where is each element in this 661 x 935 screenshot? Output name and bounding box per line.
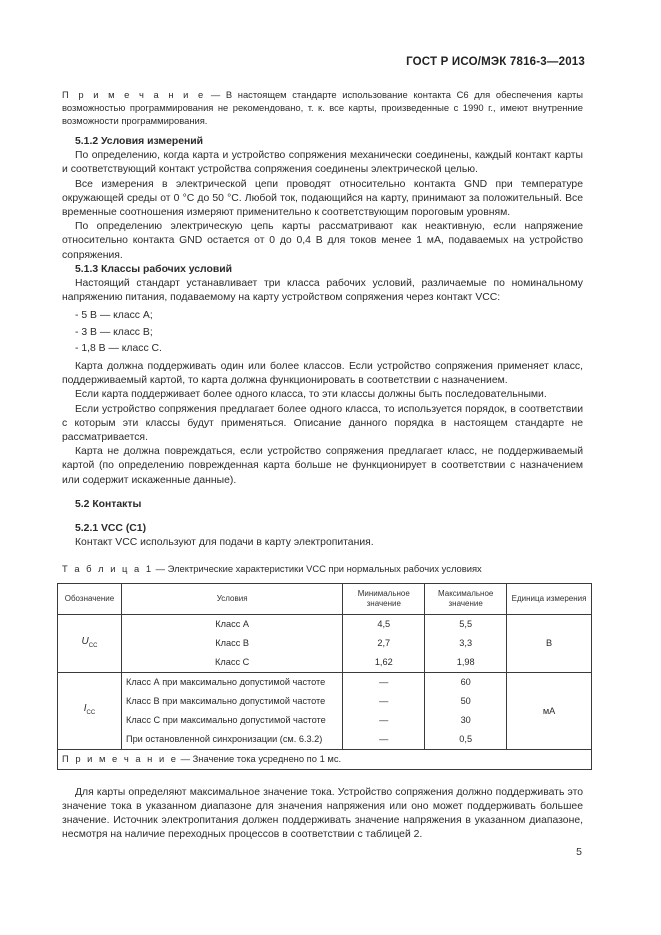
table-note-label: П р и м е ч а н и е bbox=[62, 753, 179, 765]
heading-5-2-1: 5.2.1 VCC (C1) bbox=[75, 523, 147, 535]
vcc-characteristics-table bbox=[57, 583, 592, 770]
cell-max: 3,3 bbox=[425, 634, 507, 653]
cell-condition: Класс В при максимально допустимой частоте bbox=[121, 692, 342, 711]
class-list bbox=[75, 309, 583, 356]
cell-max: 50 bbox=[425, 692, 507, 711]
heading-5-1-3: 5.1.3 Классы рабочих условий bbox=[75, 263, 233, 275]
cell-condition: Класс С bbox=[121, 653, 342, 673]
cell-condition: Класс С при максимально допустимой частоте bbox=[121, 711, 342, 730]
para-5-1-3-a: Настоящий стандарт устанавливает три класса рабочих условий, различаемые по номинальному напряжению питания, подаваемому на карту устройством сопряжения через контакт VCC: bbox=[62, 278, 583, 304]
unit-ucc: В bbox=[507, 614, 592, 672]
unit-icc: мА bbox=[507, 672, 592, 749]
heading-5-1-2: 5.1.2 Условия измерений bbox=[75, 136, 204, 147]
cell-max: 5,5 bbox=[425, 614, 507, 634]
table-note-row bbox=[58, 749, 592, 769]
para-5-1-3-c: Если карта поддерживает более одного класса, то эти классы должны быть последовательными. bbox=[75, 389, 547, 401]
table-caption-label: Т а б л и ц а 1 bbox=[62, 563, 154, 575]
header-conditions: Условия bbox=[121, 583, 342, 614]
cell-max: 60 bbox=[425, 672, 507, 692]
list-item: - 1,8 В — класс С. bbox=[75, 342, 162, 354]
cell-min: 2,7 bbox=[343, 634, 425, 653]
cell-max: 0,5 bbox=[425, 730, 507, 750]
para-final: Для карты определяют максимальное значение тока. Устройство сопряжения должно поддерживать это значение тока в указанном диапазоне для значения напряжения или оно может поддерживать большее значение. Источник электропитания должен поддерживать значение напряжения в указанном диапазоне, несмотря на наличие переходных процессов в соответствии с таблицей 2. bbox=[62, 786, 583, 841]
cell-condition: Класс А при максимально допустимой частоте bbox=[121, 672, 342, 692]
para-5-2-1: Контакт VCC используют для подачи в карту электропитания. bbox=[75, 537, 374, 549]
cell-max: 1,98 bbox=[425, 653, 507, 673]
symbol-ucc: $U_{CC}$ bbox=[58, 614, 122, 672]
note-text: — В настоящем стандарте использование контакта С6 для обеспечения карты возможностью программирования не рекомендовано, т. к. все карты, произведенные с 1990 г., имеют внутренние возможности программирования. bbox=[62, 89, 583, 126]
para-5-1-2-a: По определению, когда карта и устройство сопряжения механически соединены, каждый контакт карты и соответствующий контакт устройства сопряжения соединены электрической целью. bbox=[62, 150, 583, 176]
list-item: - 3 В — класс В; bbox=[75, 326, 153, 338]
cell-min: — bbox=[343, 730, 425, 750]
standard-header: ГОСТ Р ИСО/МЭК 7816-3—2013 bbox=[406, 56, 585, 68]
header-min: Минимальное значение bbox=[343, 583, 425, 614]
table-header-row bbox=[58, 583, 592, 614]
cell-min: 1,62 bbox=[343, 653, 425, 673]
table-note bbox=[58, 749, 592, 769]
symbol-icc: $I_{CC}$ bbox=[58, 672, 122, 749]
cell-min: 4,5 bbox=[343, 614, 425, 634]
cell-condition: Класс А bbox=[121, 614, 342, 634]
table-row bbox=[58, 614, 592, 634]
header-symbol: Обозначение bbox=[58, 583, 122, 614]
note-label: П р и м е ч а н и е bbox=[62, 89, 206, 100]
cell-max: 30 bbox=[425, 711, 507, 730]
page-number: 5 bbox=[576, 846, 582, 858]
heading-5-2: 5.2 Контакты bbox=[75, 498, 142, 510]
table-caption-text: — Электрические характеристики VCC при нормальных рабочих условиях bbox=[153, 563, 482, 575]
note-programming bbox=[62, 88, 583, 127]
table-note-text: — Значение тока усреднено по 1 мс. bbox=[178, 753, 342, 765]
cell-min: — bbox=[343, 692, 425, 711]
cell-min: — bbox=[343, 711, 425, 730]
cell-condition: Класс В bbox=[121, 634, 342, 653]
para-5-1-2-c: По определению электрическую цепь карты рассматривают как неактивную, если напряжение относительно контакта GND остается от 0 до 0,4 В для токов менее 1 мА, подаваемых на устройство сопряжения. bbox=[62, 221, 583, 261]
cell-condition: При остановленной синхронизации (см. 6.3.2) bbox=[121, 730, 342, 750]
table-row bbox=[58, 672, 592, 692]
para-5-1-3-e: Карта не должна повреждаться, если устройство сопряжения предлагает класс, не поддерживаемый картой (по определению поврежденная карта больше не функционирует в соответствии с назначением или содержит искаженные данные). bbox=[62, 446, 583, 486]
cell-min: — bbox=[343, 672, 425, 692]
para-5-1-3-b: Карта должна поддерживать один или более классов. Если устройство сопряжения применяет класс, поддерживаемый картой, то карта должна функционировать в соответствии с назначением. bbox=[62, 361, 583, 387]
table-caption bbox=[62, 562, 583, 576]
para-5-1-2-b: Все измерения в электрической цепи проводят относительно контакта GND при температуре окружающей среды от 0 °С до 50 °С. Любой ток, подающийся на карту, принимают за положительный. Все временные соотношения измеряют применительно к соответствующим пороговым уровням. bbox=[62, 178, 583, 219]
header-unit: Единица измерения bbox=[507, 583, 592, 614]
page-content bbox=[62, 88, 587, 843]
para-5-1-3-d: Если устройство сопряжения предлагает более одного класса, то используется порядок, в соответствии с которым эти классы будут применяться. Описание данного порядка в настоящем стандарте не рассматривается. bbox=[62, 403, 583, 444]
list-item: - 5 В — класс А; bbox=[75, 310, 153, 322]
header-max: Максимальное значение bbox=[425, 583, 507, 614]
